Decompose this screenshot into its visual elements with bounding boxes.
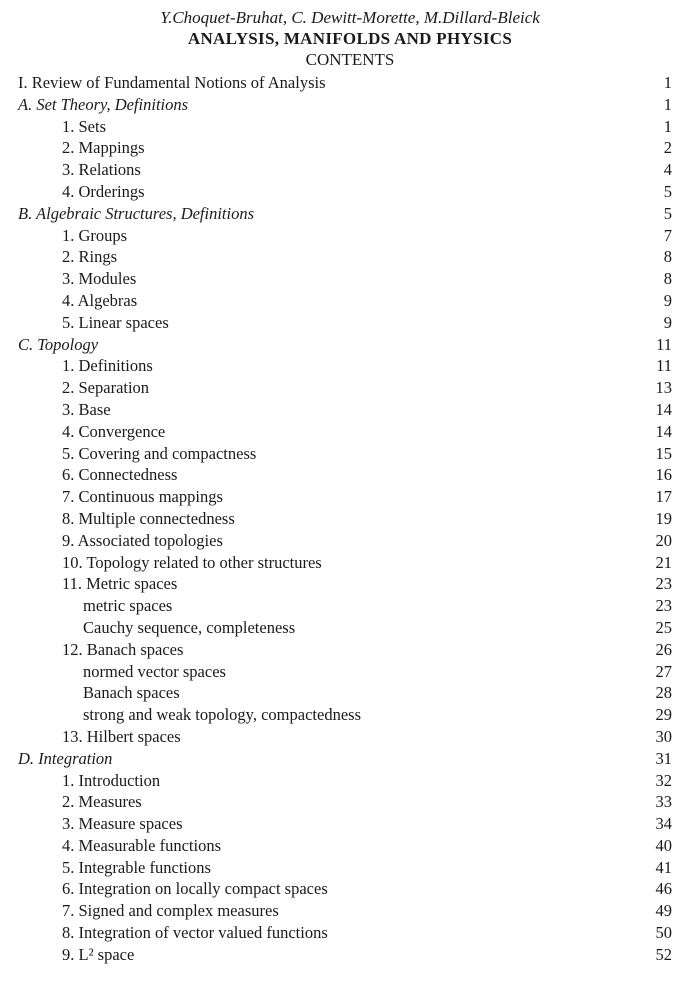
toc-entry-page-number: 30	[655, 726, 672, 746]
toc-entry-label: 6. Connectedness	[62, 465, 178, 485]
toc-entry	[0, 726, 700, 748]
toc-entry-label: 10. Topology related to other structures	[62, 552, 322, 572]
toc-entry-page-number: 7	[663, 225, 672, 245]
toc-entry	[0, 791, 700, 813]
toc-entry-label: 5. Integrable functions	[62, 857, 211, 877]
toc-entry	[0, 116, 700, 138]
toc-entry	[0, 900, 700, 922]
toc-entry	[0, 530, 700, 552]
toc-entry-label: 4. Algebras	[62, 290, 138, 310]
toc-entry	[0, 552, 700, 574]
toc-entry-page-number: 34	[655, 814, 672, 834]
toc-entry-label: 8. Integration of vector valued functions	[62, 923, 328, 943]
toc-entry-label: 7. Signed and complex measures	[62, 901, 279, 921]
book-title: ANALYSIS, MANIFOLDS AND PHYSICS	[187, 29, 513, 48]
toc-entry-label: A. Set Theory, Definitions	[18, 94, 189, 114]
toc-entry-page-number: 4	[663, 160, 672, 180]
toc-entry-page-number: 16	[655, 465, 672, 485]
toc-entry-label: 3. Measure spaces	[62, 814, 183, 834]
authors-line: Y.Choquet-Bruhat, C. Dewitt-Morette, M.Dillard-Bleick	[160, 8, 540, 27]
toc-entry-label: 1. Introduction	[62, 770, 161, 790]
toc-entry	[0, 617, 700, 639]
toc-entry-label: 8. Multiple connectedness	[62, 508, 235, 528]
toc-entry-label: 5. Covering and compactness	[62, 443, 257, 463]
toc-entry-page-number: 27	[655, 661, 672, 681]
toc-entry	[0, 355, 700, 377]
toc-entry-page-number: 40	[655, 835, 672, 855]
table-of-contents	[0, 72, 700, 966]
toc-entry	[0, 225, 700, 247]
toc-entry	[0, 922, 700, 944]
toc-entry	[0, 159, 700, 181]
toc-entry-label: 3. Relations	[62, 160, 141, 180]
toc-entry-page-number: 23	[655, 574, 672, 594]
toc-entry	[0, 704, 700, 726]
toc-entry-page-number: 1	[663, 116, 672, 136]
toc-entry-label: Cauchy sequence, completeness	[83, 617, 296, 637]
toc-entry-label: 11. Metric spaces	[62, 574, 178, 594]
toc-entry-page-number: 26	[655, 639, 672, 659]
toc-entry-page-number: 11	[656, 334, 672, 354]
toc-entry	[0, 878, 700, 900]
toc-entry-page-number: 11	[656, 356, 672, 376]
toc-entry-page-number: 50	[655, 923, 672, 943]
toc-entry-label: 1. Groups	[62, 225, 128, 245]
toc-entry-label: Banach spaces	[83, 683, 180, 703]
toc-entry	[0, 770, 700, 792]
toc-entry-page-number: 21	[655, 552, 672, 572]
toc-entry-label: B. Algebraic Structures, Definitions	[18, 203, 255, 223]
toc-entry-label: 5. Linear spaces	[62, 312, 169, 332]
toc-entry-page-number: 9	[663, 312, 672, 332]
toc-entry-label: 2. Rings	[62, 247, 118, 267]
toc-entry	[0, 813, 700, 835]
toc-entry	[0, 377, 700, 399]
toc-entry-label: strong and weak topology, compactedness	[83, 705, 361, 725]
toc-entry-page-number: 9	[663, 290, 672, 310]
toc-entry	[0, 661, 700, 683]
toc-entry-label: metric spaces	[83, 596, 173, 616]
toc-entry	[0, 94, 700, 116]
toc-entry-label: 9. L² space	[62, 944, 135, 964]
toc-entry-label: C. Topology	[18, 334, 99, 354]
toc-entry-label: 4. Convergence	[62, 421, 166, 441]
toc-entry-page-number: 2	[663, 138, 672, 158]
toc-entry	[0, 268, 700, 290]
toc-entry-label: 1. Definitions	[62, 356, 153, 376]
toc-entry-label: 12. Banach spaces	[62, 639, 184, 659]
toc-entry	[0, 944, 700, 966]
toc-entry-page-number: 20	[655, 530, 672, 550]
toc-entry	[0, 312, 700, 334]
toc-entry-page-number: 29	[655, 705, 672, 725]
toc-entry-page-number: 5	[663, 203, 672, 223]
toc-entry-page-number: 15	[655, 443, 672, 463]
toc-entry-label: 9. Associated topologies	[62, 530, 223, 550]
toc-entry	[0, 181, 700, 203]
toc-entry-label: 4. Measurable functions	[62, 835, 221, 855]
toc-entry	[0, 748, 700, 770]
toc-entry-page-number: 46	[655, 879, 672, 899]
toc-entry-page-number: 33	[655, 792, 672, 812]
toc-entry	[0, 486, 700, 508]
toc-entry	[0, 464, 700, 486]
toc-entry-label: 2. Separation	[62, 378, 150, 398]
toc-entry	[0, 443, 700, 465]
toc-entry	[0, 399, 700, 421]
toc-entry-label: 6. Integration on locally compact spaces	[62, 879, 328, 899]
toc-entry-page-number: 17	[655, 487, 672, 507]
toc-entry	[0, 573, 700, 595]
toc-entry-label: 1. Sets	[62, 116, 107, 136]
toc-entry	[0, 508, 700, 530]
toc-entry-page-number: 28	[655, 683, 672, 703]
toc-entry-page-number: 8	[663, 269, 672, 289]
toc-entry-page-number: 52	[655, 944, 672, 964]
toc-entry-page-number: 1	[663, 94, 672, 114]
toc-entry-page-number: 32	[655, 770, 672, 790]
toc-entry-label: 2. Measures	[62, 792, 142, 812]
toc-entry-label: 7. Continuous mappings	[62, 487, 223, 507]
toc-entry-page-number: 41	[655, 857, 672, 877]
toc-entry-label: 3. Base	[62, 399, 111, 419]
toc-entry-page-number: 8	[663, 247, 672, 267]
toc-entry	[0, 334, 700, 356]
toc-entry	[0, 835, 700, 857]
toc-entry-page-number: 49	[655, 901, 672, 921]
toc-entry-label: 3. Modules	[62, 269, 137, 289]
toc-entry-page-number: 23	[655, 596, 672, 616]
toc-entry-label: D. Integration	[18, 748, 113, 768]
toc-entry-page-number: 25	[655, 617, 672, 637]
toc-entry-page-number: 14	[655, 399, 672, 419]
toc-entry	[0, 72, 700, 94]
toc-entry	[0, 137, 700, 159]
contents-heading: CONTENTS	[305, 50, 395, 69]
toc-entry-page-number: 13	[655, 378, 672, 398]
toc-entry	[0, 246, 700, 268]
toc-entry	[0, 639, 700, 661]
toc-entry	[0, 421, 700, 443]
toc-entry	[0, 857, 700, 879]
toc-entry-label: 13. Hilbert spaces	[62, 726, 181, 746]
toc-entry-page-number: 1	[663, 73, 672, 92]
toc-entry-page-number: 19	[655, 508, 672, 528]
toc-entry-page-number: 5	[663, 181, 672, 201]
toc-entry-page-number: 14	[655, 421, 672, 441]
toc-entry-label: normed vector spaces	[83, 661, 226, 681]
toc-entry-label: I. Review of Fundamental Notions of Analysis	[18, 73, 326, 92]
toc-entry	[0, 203, 700, 225]
toc-entry	[0, 290, 700, 312]
toc-entry	[0, 595, 700, 617]
document-header	[0, 0, 700, 70]
toc-entry	[0, 682, 700, 704]
toc-entry-label: 2. Mappings	[62, 138, 145, 158]
toc-entry-page-number: 31	[655, 748, 672, 768]
toc-entry-label: 4. Orderings	[62, 181, 145, 201]
